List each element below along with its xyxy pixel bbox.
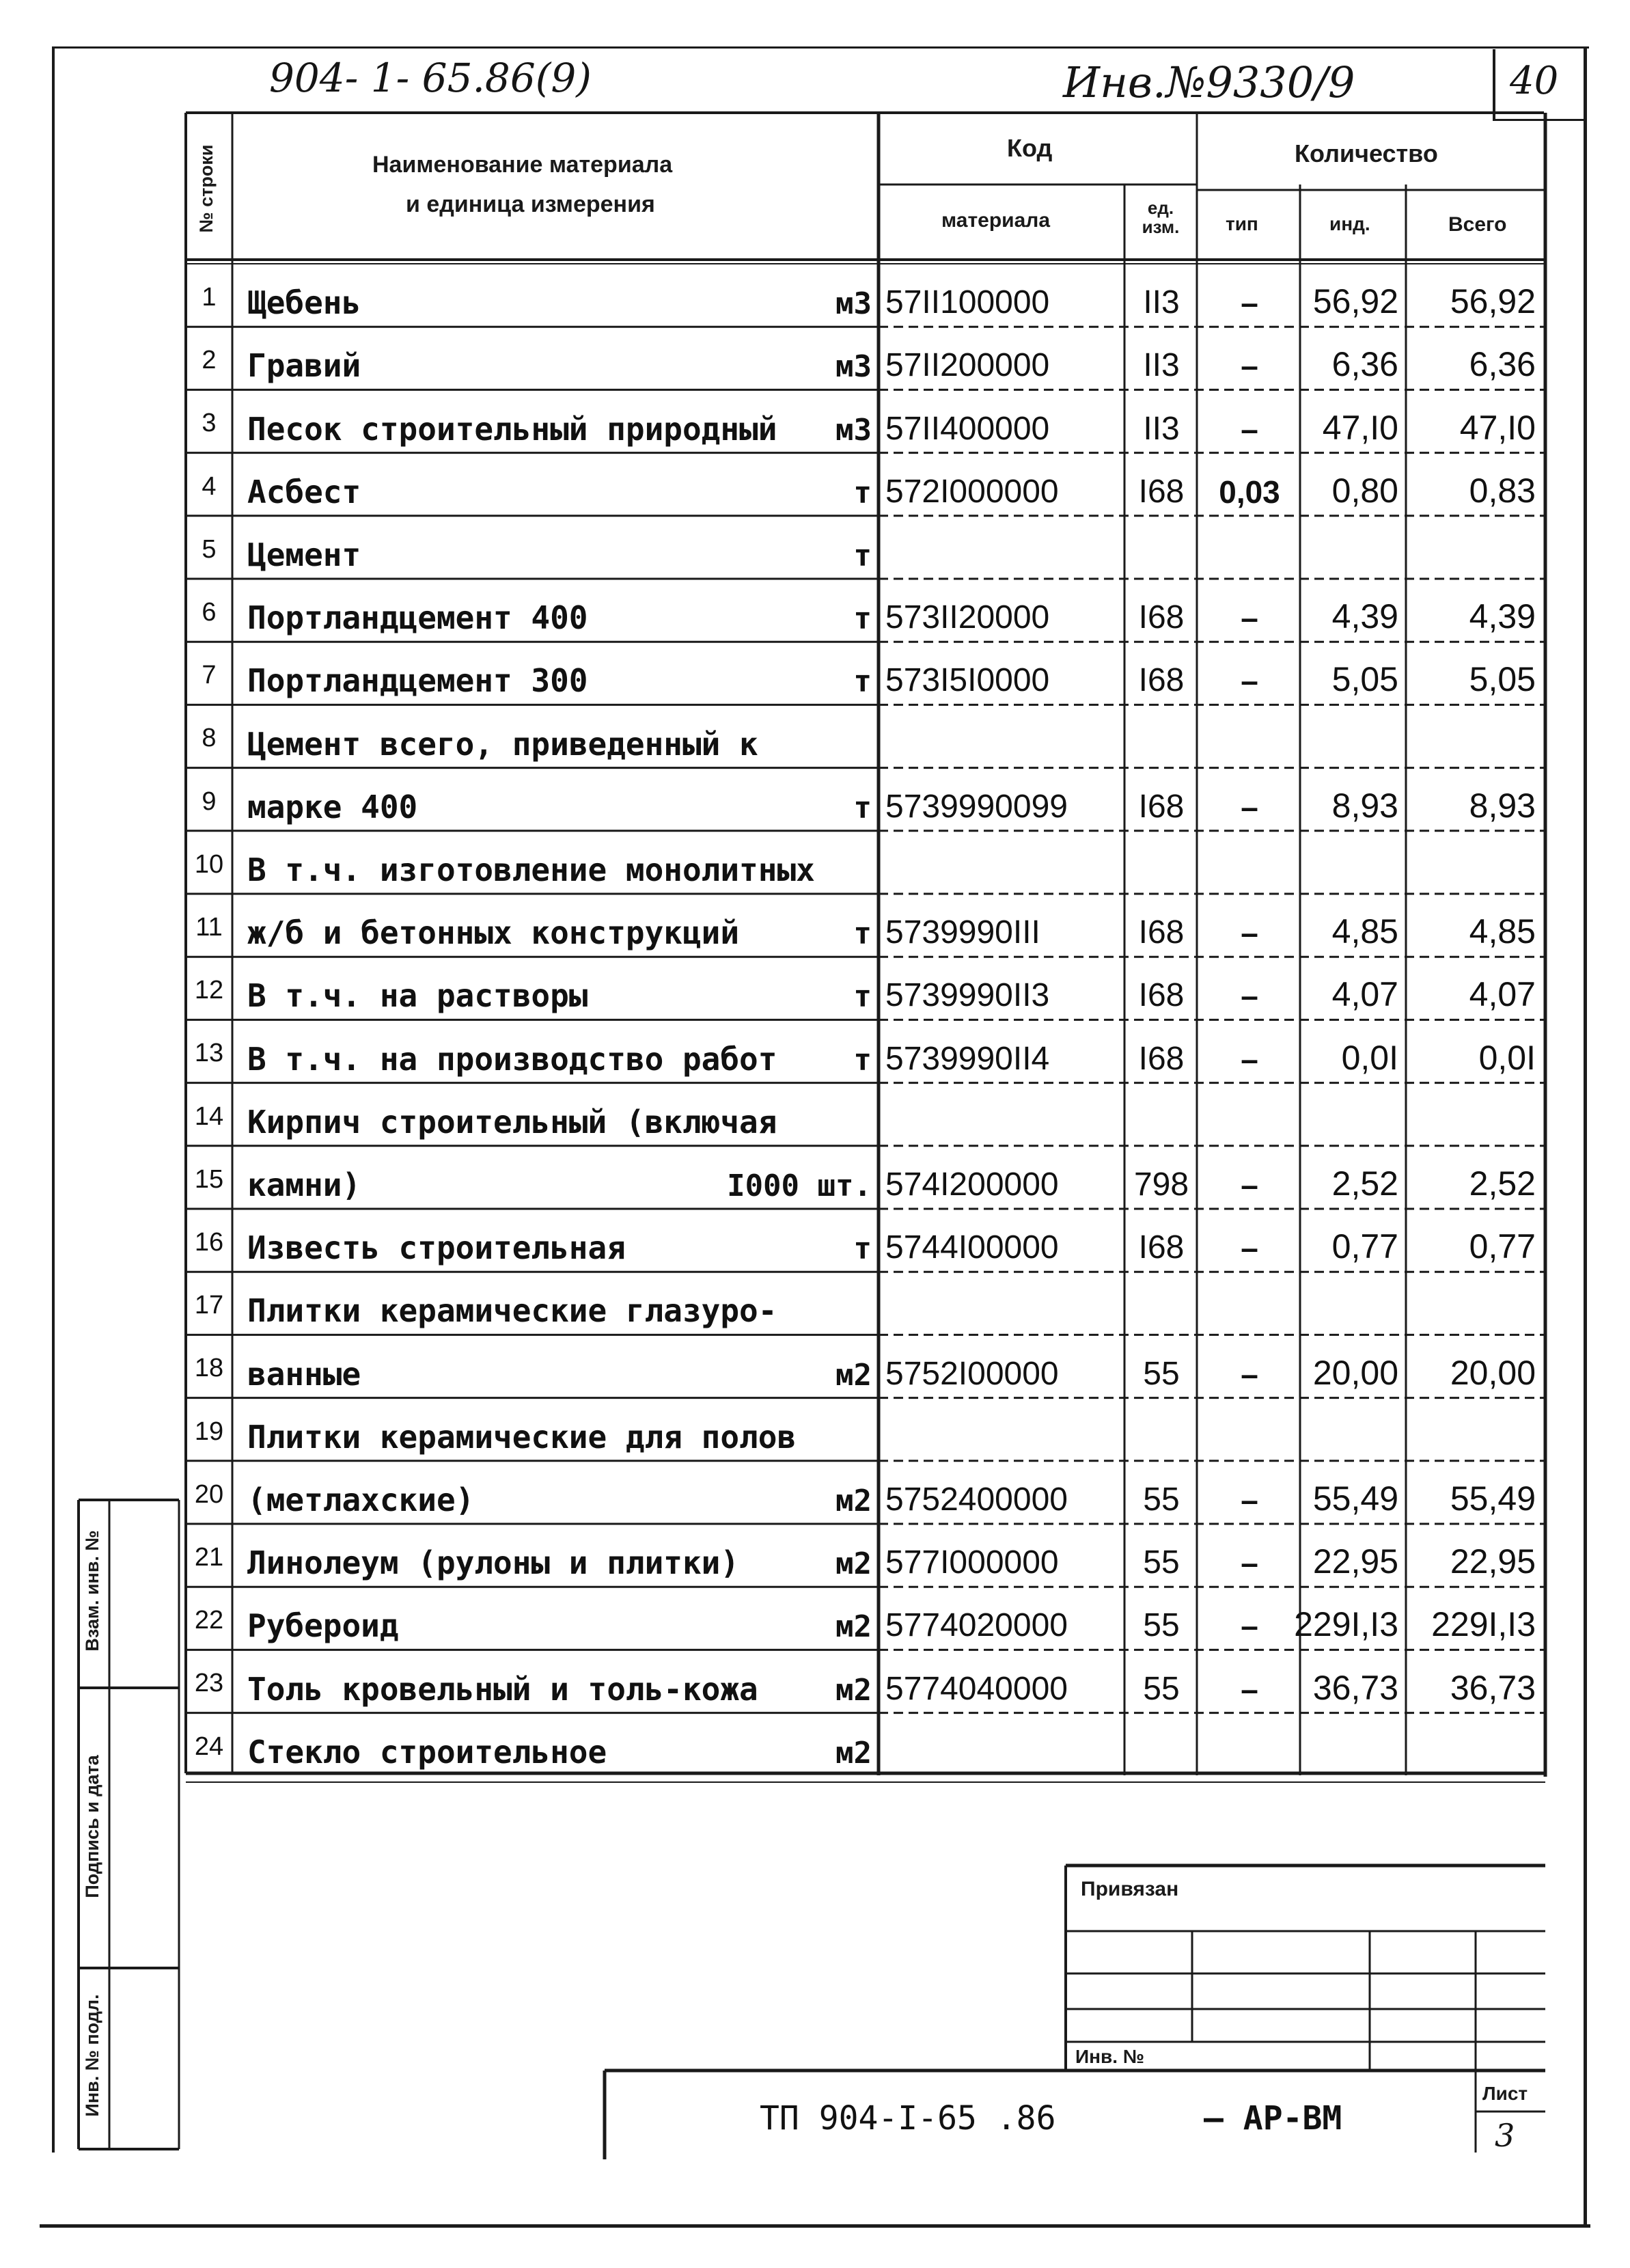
qty-ind: 6,36 <box>1331 345 1398 384</box>
material-name: Плитки керамические глазуро- <box>247 1292 777 1330</box>
title-designation: ТП 904-I-65 .86 <box>760 2099 1056 2137</box>
qty-ind: 0,0I <box>1341 1038 1398 1077</box>
material-name: ж/б и бетонных конструкций <box>247 914 740 952</box>
header-quantity: Количество <box>1295 139 1438 167</box>
qty-ind: 4,85 <box>1331 912 1398 951</box>
qty-type: – <box>1241 663 1258 699</box>
row-number: 5 <box>202 534 217 564</box>
qty-type: – <box>1241 915 1258 951</box>
material-name: Песок строительный природный <box>247 410 777 448</box>
material-unit: т <box>853 979 872 1015</box>
qty-type <box>1200 705 1299 767</box>
qty-ind: 22,95 <box>1312 1542 1398 1581</box>
qty-total <box>1407 705 1543 767</box>
row-number: 15 <box>194 1164 224 1194</box>
qty-type: – <box>1241 1041 1258 1077</box>
material-code: 574I200000 <box>885 1166 1059 1203</box>
material-code: 577I000000 <box>885 1544 1059 1581</box>
row-number: 23 <box>194 1669 224 1698</box>
title-suffix: – АР-ВМ <box>1204 2099 1342 2137</box>
qty-total: 6,36 <box>1469 345 1536 384</box>
unit-code: I68 <box>1138 914 1185 951</box>
material-name: Линолеум (рулоны и плитки) <box>247 1544 740 1582</box>
material-name: камни) <box>247 1166 361 1203</box>
doc-code-handwritten: 904- 1- 65.86(9) <box>269 55 592 101</box>
qty-ind <box>1301 705 1404 767</box>
qty-type <box>1200 1272 1299 1335</box>
material-code: 5774020000 <box>885 1607 1068 1644</box>
qty-total: 55,49 <box>1450 1479 1536 1518</box>
material-code: 572I000000 <box>885 473 1059 510</box>
material-code <box>885 516 1124 579</box>
qty-type <box>1200 831 1299 894</box>
material-name: Известь строительная <box>247 1229 626 1267</box>
material-name: Плитки керамические для полов <box>247 1418 797 1456</box>
row-number: 6 <box>202 598 217 627</box>
unit-code: I68 <box>1138 599 1185 636</box>
material-code: 57II200000 <box>885 347 1050 384</box>
unit-code <box>1127 1713 1196 1776</box>
row-number: 18 <box>194 1354 224 1383</box>
qty-type: – <box>1241 600 1258 636</box>
unit-code: II3 <box>1143 410 1180 447</box>
qty-ind: 56,92 <box>1312 282 1398 321</box>
unit-code: II3 <box>1143 347 1180 384</box>
material-unit: м2 <box>835 1483 872 1518</box>
material-unit: т <box>853 790 872 825</box>
material-code <box>885 831 1124 894</box>
qty-ind: 36,73 <box>1312 1668 1398 1707</box>
material-name: В т.ч. изготовление монолитных <box>247 851 815 888</box>
material-code: 573II20000 <box>885 599 1050 636</box>
qty-total: 0,0I <box>1478 1038 1536 1077</box>
material-unit: м2 <box>835 1672 872 1708</box>
header-name-line1: Наименование материала <box>372 152 673 178</box>
material-code <box>885 1272 1124 1335</box>
material-name: Рубероид <box>247 1607 399 1645</box>
material-unit: м3 <box>835 286 872 322</box>
material-name: Толь кровельный и толь-кожа <box>247 1670 758 1708</box>
qty-ind <box>1301 1083 1404 1146</box>
qty-type: 0,03 <box>1219 474 1280 510</box>
row-number: 13 <box>194 1039 224 1068</box>
qty-ind <box>1301 1713 1404 1776</box>
qty-type: – <box>1241 285 1258 321</box>
material-code: 5739990099 <box>885 788 1068 825</box>
unit-code: 55 <box>1143 1670 1180 1707</box>
material-unit: т <box>853 1231 872 1267</box>
row-number: 19 <box>194 1417 224 1446</box>
inv-number-handwritten: Инв.№9330/9 <box>1063 57 1355 107</box>
qty-total: 4,07 <box>1469 975 1536 1014</box>
material-code: 573I5I0000 <box>885 662 1050 699</box>
material-unit: т <box>853 475 872 510</box>
qty-total: 20,00 <box>1450 1353 1536 1392</box>
row-number: 2 <box>202 346 217 375</box>
material-name: Цемент <box>247 536 361 573</box>
qty-total: 4,85 <box>1469 912 1536 951</box>
row-number: 1 <box>202 283 217 312</box>
material-name: марке 400 <box>247 788 418 825</box>
material-code: 5774040000 <box>885 1670 1068 1707</box>
unit-code: 55 <box>1143 1481 1180 1518</box>
material-name: Асбест <box>247 473 361 510</box>
material-code <box>885 1713 1124 1776</box>
qty-total: 0,77 <box>1469 1227 1536 1266</box>
material-unit <box>724 1398 876 1461</box>
material-name: Гравий <box>247 347 361 385</box>
row-number: 16 <box>194 1228 224 1257</box>
material-code <box>885 1083 1124 1146</box>
material-unit <box>724 1272 876 1335</box>
qty-total <box>1407 516 1543 579</box>
qty-ind: 4,39 <box>1331 597 1398 636</box>
header-qty-total: Всего <box>1448 213 1507 236</box>
qty-total: 0,83 <box>1469 471 1536 510</box>
unit-code <box>1127 1272 1196 1335</box>
title-privyazan: Привязан <box>1081 1878 1179 1900</box>
material-name: Портландцемент 400 <box>247 599 588 637</box>
header-code-material: материала <box>941 209 1051 232</box>
row-number: 12 <box>194 976 224 1005</box>
qty-total <box>1407 831 1543 894</box>
unit-code: 55 <box>1143 1607 1180 1644</box>
qty-type: – <box>1241 789 1258 825</box>
unit-code <box>1127 1398 1196 1461</box>
material-code: 5744I00000 <box>885 1229 1059 1266</box>
qty-total: 2,52 <box>1469 1164 1536 1203</box>
unit-code: II3 <box>1143 284 1180 321</box>
material-name: В т.ч. на производство работ <box>247 1040 777 1078</box>
qty-total: 47,I0 <box>1459 408 1536 447</box>
side-stamp-inv-podl: Инв. № подл. <box>82 1994 102 2117</box>
material-name: ванные <box>247 1355 361 1393</box>
row-number: 4 <box>202 472 217 501</box>
material-unit: м2 <box>835 1546 872 1582</box>
side-stamp-vzam: Взам. инв. № <box>82 1530 102 1652</box>
material-code: 5752400000 <box>885 1481 1068 1518</box>
qty-total <box>1407 1398 1543 1461</box>
material-name: Стекло строительное <box>247 1733 607 1771</box>
qty-type: – <box>1241 1481 1258 1518</box>
qty-ind: 5,05 <box>1331 660 1398 699</box>
title-sheet-label: Лист <box>1482 2083 1528 2104</box>
material-unit: т <box>853 538 872 573</box>
qty-total: 4,39 <box>1469 597 1536 636</box>
row-number: 11 <box>195 913 223 942</box>
row-number: 22 <box>194 1606 224 1635</box>
qty-ind: 20,00 <box>1312 1353 1398 1392</box>
qty-total: 56,92 <box>1450 282 1536 321</box>
qty-ind: 0,80 <box>1331 471 1398 510</box>
qty-type: – <box>1241 1671 1258 1707</box>
qty-total: 229I,I3 <box>1431 1605 1536 1644</box>
sheet-corner-number: 40 <box>1510 59 1559 103</box>
header-row-number: № строки <box>196 144 217 233</box>
material-unit <box>724 705 876 767</box>
qty-total <box>1407 1272 1543 1335</box>
row-number: 24 <box>194 1732 224 1761</box>
row-number: 21 <box>194 1543 224 1572</box>
material-name: Цемент всего, приведенный к <box>247 725 758 763</box>
material-name: В т.ч. на растворы <box>247 977 588 1015</box>
material-unit: I000 шт. <box>727 1168 872 1203</box>
qty-total: 22,95 <box>1450 1542 1536 1581</box>
material-code <box>885 705 1124 767</box>
qty-type <box>1200 1713 1299 1776</box>
unit-code <box>1127 831 1196 894</box>
material-unit: м2 <box>835 1357 872 1393</box>
unit-code: I68 <box>1138 1229 1185 1266</box>
qty-type: – <box>1241 1356 1258 1392</box>
header-qty-type: тип <box>1226 213 1258 234</box>
qty-type <box>1200 1398 1299 1461</box>
material-code: 5739990II3 <box>885 977 1050 1014</box>
row-number: 3 <box>202 409 217 438</box>
qty-ind: 229I,I3 <box>1294 1605 1398 1644</box>
material-code <box>885 1398 1124 1461</box>
qty-type: – <box>1241 1230 1258 1266</box>
row-number: 17 <box>194 1291 224 1320</box>
qty-ind: 8,93 <box>1331 786 1398 825</box>
qty-type: – <box>1241 1545 1258 1581</box>
unit-code: I68 <box>1138 662 1185 699</box>
material-code: 5739990III <box>885 914 1040 951</box>
material-code: 5739990II4 <box>885 1040 1050 1077</box>
qty-ind: 0,77 <box>1331 1227 1398 1266</box>
unit-code <box>1127 516 1196 579</box>
unit-code: I68 <box>1138 1040 1185 1077</box>
material-code: 57II100000 <box>885 284 1050 321</box>
material-unit: т <box>853 664 872 700</box>
qty-type: – <box>1241 1166 1258 1203</box>
qty-ind <box>1301 1398 1404 1461</box>
material-code: 57II400000 <box>885 410 1050 447</box>
header-name-line2: и единица измерения <box>406 191 655 217</box>
material-name: Портландцемент 300 <box>247 662 588 700</box>
qty-ind <box>1301 1272 1404 1335</box>
material-unit: м3 <box>835 412 872 448</box>
material-unit: м3 <box>835 349 872 385</box>
row-number: 10 <box>194 849 224 879</box>
qty-total: 8,93 <box>1469 786 1536 825</box>
qty-type <box>1200 516 1299 579</box>
title-inv-no: Инв. № <box>1075 2046 1145 2067</box>
unit-code <box>1127 1083 1196 1146</box>
row-number: 14 <box>194 1102 224 1131</box>
material-unit <box>724 1083 876 1146</box>
header-qty-ind: инд. <box>1329 213 1370 234</box>
qty-ind: 4,07 <box>1331 975 1398 1014</box>
material-name: Кирпич строительный (включая <box>247 1103 777 1140</box>
qty-ind <box>1301 831 1404 894</box>
unit-code: 55 <box>1143 1355 1180 1392</box>
material-name: Щебень <box>247 284 361 322</box>
qty-type: – <box>1241 411 1258 447</box>
row-number: 20 <box>194 1479 224 1509</box>
material-unit: м2 <box>835 1609 872 1645</box>
title-sheet-number: 3 <box>1495 2117 1515 2154</box>
material-unit: т <box>853 916 872 952</box>
qty-type: – <box>1241 978 1258 1014</box>
unit-code <box>1127 705 1196 767</box>
qty-ind: 55,49 <box>1312 1479 1398 1518</box>
material-unit: т <box>853 1042 872 1078</box>
material-unit: м2 <box>835 1735 872 1771</box>
qty-total: 5,05 <box>1469 660 1536 699</box>
qty-type <box>1200 1083 1299 1146</box>
header-code: Код <box>1007 134 1053 162</box>
qty-total: 36,73 <box>1450 1668 1536 1707</box>
row-number: 7 <box>202 661 217 690</box>
qty-total <box>1407 1083 1543 1146</box>
unit-code: I68 <box>1138 473 1185 510</box>
unit-code: 798 <box>1133 1166 1189 1203</box>
unit-code: I68 <box>1138 977 1185 1014</box>
qty-ind <box>1301 516 1404 579</box>
material-unit <box>724 831 876 894</box>
material-unit: т <box>853 601 872 637</box>
qty-ind: 47,I0 <box>1322 408 1398 447</box>
qty-total <box>1407 1713 1543 1776</box>
header-code-unit: ед. изм. <box>1142 197 1180 237</box>
unit-code: I68 <box>1138 788 1185 825</box>
unit-code: 55 <box>1143 1544 1180 1581</box>
qty-ind: 2,52 <box>1331 1164 1398 1203</box>
row-number: 8 <box>202 724 217 753</box>
material-name: (метлахские) <box>247 1481 475 1518</box>
side-stamp-podpis: Подпись и дата <box>82 1755 102 1898</box>
material-code: 5752I00000 <box>885 1355 1059 1392</box>
qty-type: – <box>1241 1608 1258 1644</box>
row-number: 9 <box>202 787 217 816</box>
qty-type: – <box>1241 348 1258 384</box>
